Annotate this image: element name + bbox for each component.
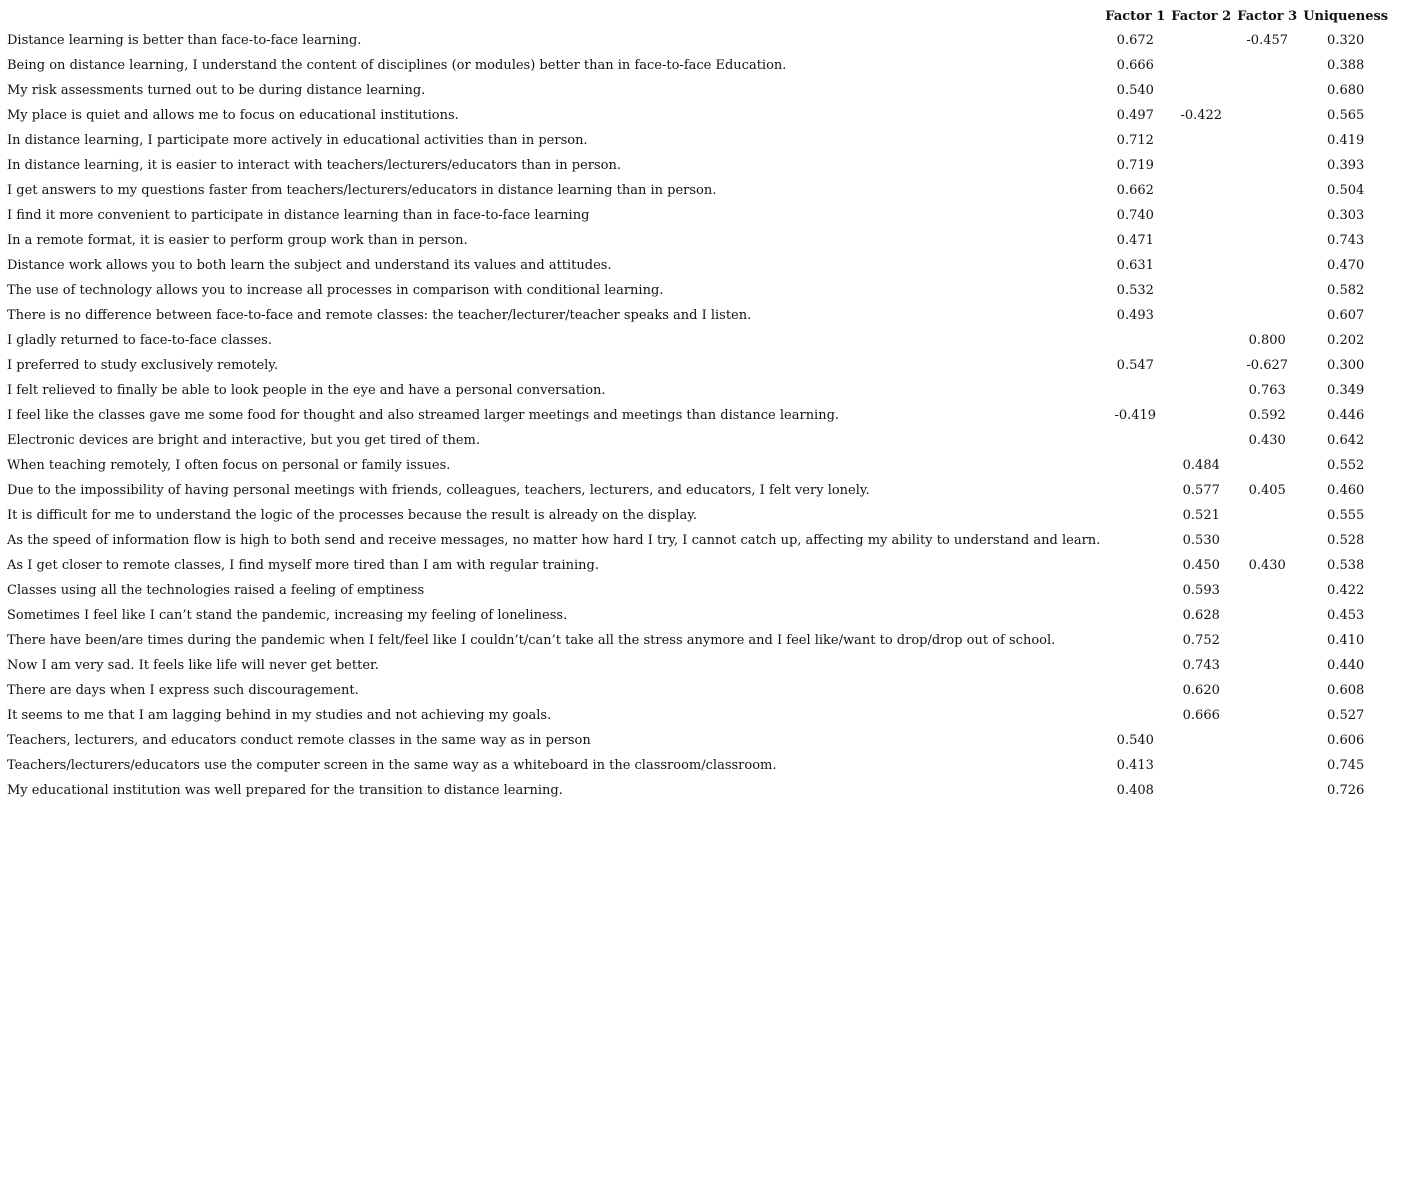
factor-2-loading: [1168, 403, 1234, 428]
item-text: Now I am very sad. It feels like life will never get better.: [7, 658, 379, 673]
factor-2-loading: [1168, 278, 1234, 303]
factor-2-loading: -0.422: [1180, 108, 1223, 123]
table-row: [4, 278, 1391, 303]
uniqueness-value: 0.410: [1327, 633, 1365, 648]
item-text: It seems to me that I am lagging behind in my studies and not achieving my goals.: [7, 708, 552, 723]
uniqueness-value: 0.680: [1327, 83, 1365, 98]
factor-1-loading: [1102, 653, 1168, 678]
factor-1-loading: 0.740: [1116, 208, 1154, 223]
item-text: Electronic devices are bright and interactive, but you get tired of them.: [7, 433, 480, 448]
factor-3-loading: [1234, 78, 1300, 103]
uniqueness-value: 0.460: [1327, 483, 1365, 498]
uniqueness-value: 0.726: [1327, 783, 1365, 798]
factor-2-loading: 0.743: [1182, 658, 1220, 673]
uniqueness-value: 0.202: [1327, 333, 1365, 348]
item-text: My educational institution was well prepared for the transition to distance learning.: [7, 783, 563, 798]
factor-3-loading: [1234, 703, 1300, 728]
factor-1-loading: [1102, 453, 1168, 478]
factor-1-loading: 0.540: [1116, 83, 1154, 98]
factor-2-loading: [1168, 153, 1234, 178]
factor-3-loading: [1234, 228, 1300, 253]
uniqueness-value: 0.565: [1327, 108, 1365, 123]
factor-1-loading: 0.631: [1116, 258, 1154, 273]
table-row: [4, 303, 1391, 328]
factor-3-loading: [1234, 303, 1300, 328]
uniqueness-value: 0.606: [1327, 733, 1365, 748]
uniqueness-value: 0.582: [1327, 283, 1365, 298]
table-row: [4, 228, 1391, 253]
uniqueness-value: 0.538: [1327, 558, 1365, 573]
factor-2-loading: [1168, 178, 1234, 203]
uniqueness-value: 0.470: [1327, 258, 1365, 273]
table-row: [4, 103, 1391, 128]
item-text: Due to the impossibility of having personal meetings with friends, colleagues, teachers, lecturers, and educators, I felt very lonely.: [7, 483, 870, 498]
factor-3-loading: [1234, 578, 1300, 603]
table-row: [4, 53, 1391, 78]
item-text: My place is quiet and allows me to focus on educational institutions.: [7, 108, 459, 123]
table-row: [4, 603, 1391, 628]
item-text: The use of technology allows you to increase all processes in comparison with conditional learning.: [7, 283, 664, 298]
item-text: Teachers/lecturers/educators use the computer screen in the same way as a whiteboard in the classroom/classroom.: [7, 758, 777, 773]
item-text: In a remote format, it is easier to perform group work than in person.: [7, 233, 468, 248]
uniqueness-value: 0.528: [1327, 533, 1365, 548]
uniqueness-value: 0.453: [1327, 608, 1365, 623]
table-row: [4, 403, 1391, 428]
factor-2-loading: 0.628: [1182, 608, 1220, 623]
factor-3-loading: [1234, 203, 1300, 228]
uniqueness-value: 0.607: [1327, 308, 1365, 323]
uniqueness-value: 0.555: [1327, 508, 1365, 523]
factor-3-loading: [1234, 103, 1300, 128]
factor-1-loading: 0.408: [1116, 783, 1154, 798]
item-text: My risk assessments turned out to be during distance learning.: [7, 83, 426, 98]
factor-1-loading: [1102, 328, 1168, 353]
uniqueness-value: 0.440: [1327, 658, 1365, 673]
factor-2-loading: 0.593: [1182, 583, 1220, 598]
uniqueness-value: 0.349: [1327, 383, 1365, 398]
item-text: As I get closer to remote classes, I find myself more tired than I am with regular training.: [7, 558, 600, 573]
factor-2-loading: [1168, 328, 1234, 353]
table-row: [4, 328, 1391, 353]
factor-3-loading: -0.457: [1246, 33, 1289, 48]
header-item: [4, 5, 1102, 28]
factor-1-loading: [1102, 553, 1168, 578]
table-row: [4, 778, 1391, 803]
factor-1-loading: 0.497: [1116, 108, 1154, 123]
factor-1-loading: [1102, 478, 1168, 503]
factor-3-loading: 0.592: [1248, 408, 1286, 423]
factor-1-loading: 0.712: [1116, 133, 1154, 148]
item-text: In distance learning, I participate more actively in educational activities than in person.: [7, 133, 588, 148]
table-row: [4, 78, 1391, 103]
table-header: [4, 5, 1391, 28]
factor-2-loading: 0.450: [1182, 558, 1220, 573]
table-row: [4, 453, 1391, 478]
factor-2-loading: 0.521: [1182, 508, 1220, 523]
header-factor-1: Factor 1: [1105, 9, 1166, 24]
item-text: I preferred to study exclusively remotely.: [7, 358, 279, 373]
uniqueness-value: 0.303: [1327, 208, 1365, 223]
factor-2-loading: 0.530: [1182, 533, 1220, 548]
table-row: [4, 753, 1391, 778]
header-row: [4, 5, 1391, 28]
factor-1-loading: [1102, 378, 1168, 403]
factor-2-loading: [1168, 353, 1234, 378]
uniqueness-value: 0.446: [1327, 408, 1365, 423]
table-row: [4, 178, 1391, 203]
table-row: [4, 478, 1391, 503]
factor-3-loading: [1234, 778, 1300, 803]
table-row: [4, 253, 1391, 278]
uniqueness-value: 0.504: [1327, 183, 1365, 198]
table-row: [4, 128, 1391, 153]
factor-2-loading: [1168, 28, 1234, 53]
factor-1-loading: 0.540: [1116, 733, 1154, 748]
item-text: There is no difference between face-to-face and remote classes: the teacher/lecturer/teacher speaks and I listen.: [7, 308, 752, 323]
factor-1-loading: [1102, 428, 1168, 453]
factor-loadings-table: [4, 5, 1391, 803]
factor-1-loading: 0.471: [1116, 233, 1154, 248]
factor-3-loading: 0.430: [1248, 433, 1286, 448]
factor-2-loading: 0.577: [1182, 483, 1220, 498]
factor-3-loading: [1234, 528, 1300, 553]
factor-3-loading: [1234, 753, 1300, 778]
uniqueness-value: 0.320: [1327, 33, 1365, 48]
factor-2-loading: [1168, 253, 1234, 278]
table-row: [4, 353, 1391, 378]
factor-3-loading: [1234, 728, 1300, 753]
factor-1-loading: 0.413: [1116, 758, 1154, 773]
factor-1-loading: [1102, 528, 1168, 553]
item-text: Distance learning is better than face-to-face learning.: [7, 33, 362, 48]
factor-1-loading: 0.662: [1116, 183, 1154, 198]
factor-2-loading: 0.620: [1182, 683, 1220, 698]
item-text: There are days when I express such discouragement.: [7, 683, 359, 698]
factor-1-loading: 0.532: [1116, 283, 1154, 298]
table-body: [4, 28, 1391, 803]
item-text: I feel like the classes gave me some food for thought and also streamed larger meetings and meetings than distance learning.: [7, 408, 840, 423]
uniqueness-value: 0.300: [1327, 358, 1365, 373]
item-text: In distance learning, it is easier to interact with teachers/lecturers/educators than in person.: [7, 158, 622, 173]
item-text: Distance work allows you to both learn the subject and understand its values and attitudes.: [7, 258, 612, 273]
header-factor-2: Factor 2: [1171, 9, 1232, 24]
item-text: I gladly returned to face-to-face classes.: [7, 333, 272, 348]
factor-3-loading: 0.430: [1248, 558, 1286, 573]
table-row: [4, 428, 1391, 453]
item-text: When teaching remotely, I often focus on personal or family issues.: [7, 458, 451, 473]
uniqueness-value: 0.608: [1327, 683, 1365, 698]
factor-2-loading: 0.666: [1182, 708, 1220, 723]
factor-2-loading: 0.752: [1182, 633, 1220, 648]
factor-1-loading: 0.547: [1116, 358, 1154, 373]
table-row: [4, 378, 1391, 403]
factor-3-loading: -0.627: [1246, 358, 1289, 373]
factor-3-loading: [1234, 128, 1300, 153]
item-text: I felt relieved to finally be able to look people in the eye and have a personal conversation.: [7, 383, 606, 398]
factor-2-loading: [1168, 228, 1234, 253]
table-row: [4, 728, 1391, 753]
factor-3-loading: [1234, 453, 1300, 478]
factor-2-loading: [1168, 428, 1234, 453]
factor-1-loading: [1102, 678, 1168, 703]
factor-2-loading: [1168, 728, 1234, 753]
factor-3-loading: [1234, 278, 1300, 303]
uniqueness-value: 0.422: [1327, 583, 1365, 598]
factor-1-loading: 0.666: [1116, 58, 1154, 73]
item-text: Classes using all the technologies raised a feeling of emptiness: [7, 583, 425, 598]
table-row: [4, 503, 1391, 528]
item-text: There have been/are times during the pandemic when I felt/feel like I couldn’t/can’t take all the stress anymore and I feel like/want to drop/drop out of school.: [7, 633, 1056, 648]
item-text: As the speed of information flow is high to both send and receive messages, no matter how hard I try, I cannot catch up, affecting my ability to understand and learn.: [7, 533, 1101, 548]
factor-1-loading: [1102, 703, 1168, 728]
factor-3-loading: [1234, 628, 1300, 653]
uniqueness-value: 0.393: [1327, 158, 1365, 173]
factor-2-loading: 0.484: [1182, 458, 1220, 473]
uniqueness-value: 0.552: [1327, 458, 1365, 473]
factor-3-loading: [1234, 503, 1300, 528]
uniqueness-value: 0.745: [1327, 758, 1365, 773]
item-text: It is difficult for me to understand the logic of the processes because the result is already on the display.: [7, 508, 697, 523]
factor-1-loading: 0.672: [1116, 33, 1154, 48]
factor-3-loading: [1234, 603, 1300, 628]
factor-2-loading: [1168, 753, 1234, 778]
table-row: [4, 678, 1391, 703]
factor-1-loading: 0.719: [1116, 158, 1154, 173]
table-row: [4, 553, 1391, 578]
factor-1-loading: [1102, 503, 1168, 528]
item-text: Being on distance learning, I understand the content of disciplines (or modules) better than in face-to-face Education.: [7, 58, 787, 73]
table-row: [4, 653, 1391, 678]
header-factor-3: Factor 3: [1237, 9, 1298, 24]
uniqueness-value: 0.388: [1327, 58, 1365, 73]
table-row: [4, 153, 1391, 178]
table-row: [4, 578, 1391, 603]
factor-3-loading: [1234, 153, 1300, 178]
table-row: [4, 28, 1391, 53]
table-row: [4, 628, 1391, 653]
factor-2-loading: [1168, 303, 1234, 328]
item-text: Sometimes I feel like I can’t stand the pandemic, increasing my feeling of loneliness.: [7, 608, 568, 623]
table-row: [4, 703, 1391, 728]
factor-2-loading: [1168, 78, 1234, 103]
factor-2-loading: [1168, 203, 1234, 228]
header-uniqueness: Uniqueness: [1303, 9, 1389, 24]
factor-3-loading: 0.763: [1248, 383, 1286, 398]
uniqueness-value: 0.743: [1327, 233, 1365, 248]
table-row: [4, 203, 1391, 228]
item-text: I get answers to my questions faster from teachers/lecturers/educators in distance learning than in person.: [7, 183, 717, 198]
uniqueness-value: 0.642: [1327, 433, 1365, 448]
factor-2-loading: [1168, 778, 1234, 803]
factor-1-loading: 0.493: [1116, 308, 1154, 323]
factor-3-loading: [1234, 253, 1300, 278]
uniqueness-value: 0.419: [1327, 133, 1365, 148]
factor-3-loading: 0.800: [1248, 333, 1286, 348]
factor-2-loading: [1168, 53, 1234, 78]
factor-2-loading: [1168, 378, 1234, 403]
factor-1-loading: -0.419: [1114, 408, 1157, 423]
factor-3-loading: 0.405: [1248, 483, 1286, 498]
item-text: I find it more convenient to participate in distance learning than in face-to-face learning: [7, 208, 590, 223]
item-text: Teachers, lecturers, and educators conduct remote classes in the same way as in person: [7, 733, 591, 748]
factor-1-loading: [1102, 603, 1168, 628]
table-row: [4, 528, 1391, 553]
factor-3-loading: [1234, 653, 1300, 678]
factor-2-loading: [1168, 128, 1234, 153]
factor-3-loading: [1234, 178, 1300, 203]
factor-1-loading: [1102, 578, 1168, 603]
uniqueness-value: 0.527: [1327, 708, 1365, 723]
factor-1-loading: [1102, 628, 1168, 653]
factor-3-loading: [1234, 678, 1300, 703]
factor-3-loading: [1234, 53, 1300, 78]
